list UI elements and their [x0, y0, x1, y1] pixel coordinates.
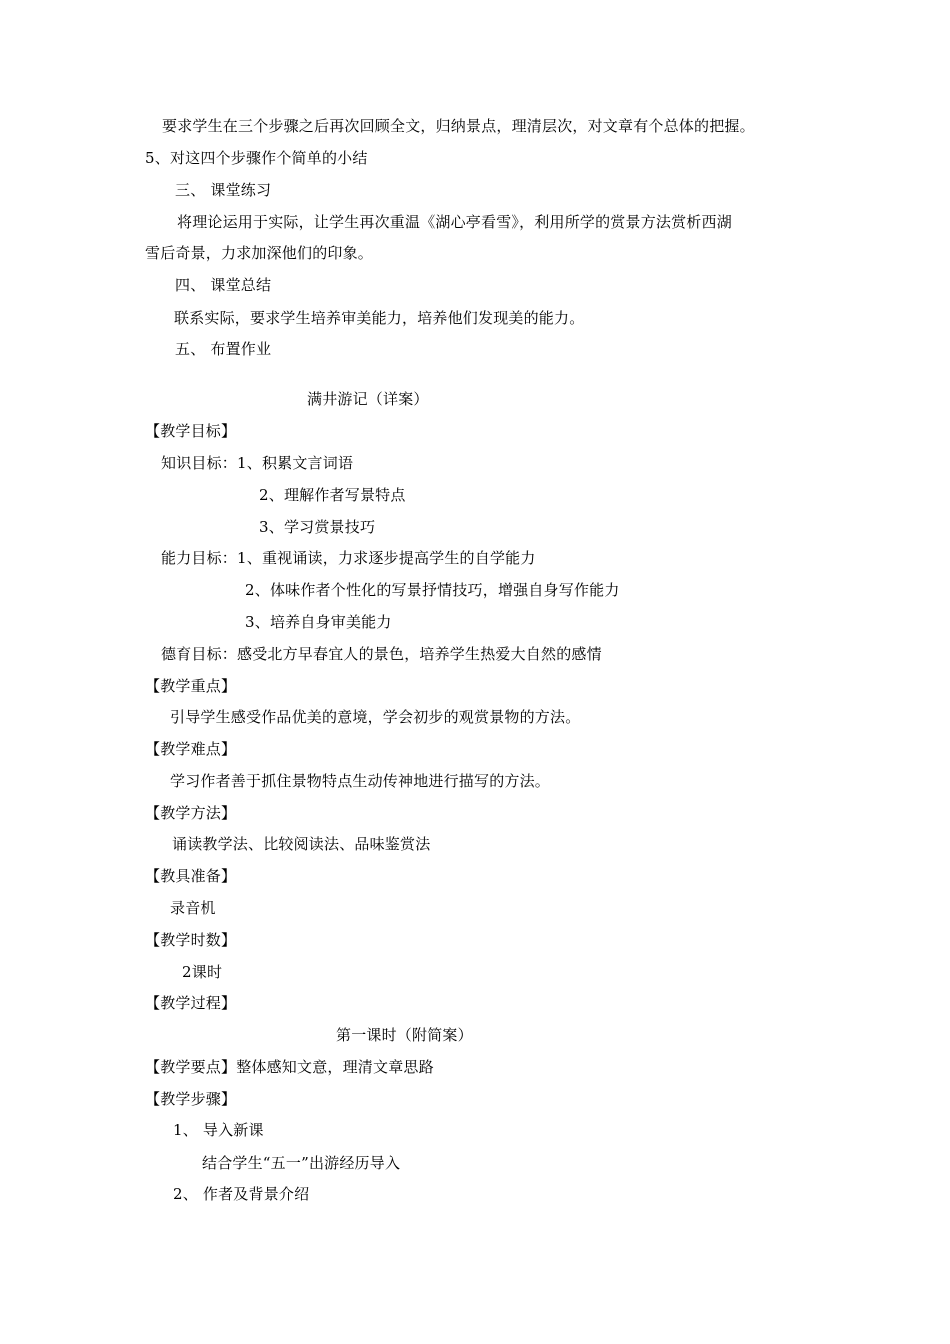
document-title: 满井游记（详案） — [307, 390, 429, 408]
text-line: 1、 导入新课 — [173, 1121, 264, 1139]
text-line: 5、对这四个步骤作个简单的小结 — [145, 149, 368, 167]
text-line: 2、 作者及背景介绍 — [173, 1185, 310, 1203]
bracket-heading: 【教学方法】 — [145, 804, 237, 822]
text-line: 能力目标：1、重视诵读，力求逐步提高学生的自学能力 — [161, 549, 536, 567]
text-line: 引导学生感受作品优美的意境，学会初步的观赏景物的方法。 — [170, 708, 581, 726]
text-line: 学习作者善于抓住景物特点生动传神地进行描写的方法。 — [170, 772, 551, 790]
section-heading: 四、 课堂总结 — [175, 276, 272, 294]
text-line: 2课时 — [182, 963, 223, 981]
text-line: 知识目标：1、积累文言词语 — [161, 454, 354, 472]
bracket-heading: 【教学时数】 — [145, 931, 237, 949]
bracket-heading: 【教学难点】 — [145, 740, 237, 758]
section-heading: 三、 课堂练习 — [175, 181, 272, 199]
text-line: 联系实际，要求学生培养审美能力，培养他们发现美的能力。 — [174, 309, 585, 327]
bracket-heading: 【教学重点】 — [145, 677, 237, 695]
bracket-heading: 【教学目标】 — [145, 422, 237, 440]
text-line: 将理论运用于实际，让学生再次重温《湖心亭看雪》，利用所学的赏景方法赏析西湖 — [177, 213, 732, 231]
subsection-title: 第一课时（附简案） — [336, 1026, 473, 1044]
text-line: 结合学生“五一”出游经历导入 — [202, 1154, 401, 1172]
text-line: 【教学要点】整体感知文意，理清文章思路 — [145, 1058, 434, 1076]
text-line: 2、理解作者写景特点 — [259, 486, 406, 504]
bracket-heading: 【教具准备】 — [145, 867, 237, 885]
text-line: 2、体味作者个性化的写景抒情技巧，增强自身写作能力 — [245, 581, 620, 599]
text-line: 3、培养自身审美能力 — [245, 613, 392, 631]
text-line: 3、学习赏景技巧 — [259, 518, 376, 536]
bracket-heading: 【教学步骤】 — [145, 1090, 237, 1108]
text-line: 雪后奇景，力求加深他们的印象。 — [145, 244, 374, 262]
bracket-heading: 【教学过程】 — [145, 994, 237, 1012]
text-line: 录音机 — [170, 899, 216, 917]
section-heading: 五、 布置作业 — [175, 340, 272, 358]
text-line: 德育目标：感受北方早春宜人的景色，培养学生热爱大自然的感情 — [161, 645, 602, 663]
text-line: 要求学生在三个步骤之后再次回顾全文，归纳景点，理清层次，对文章有个总体的把握。 — [162, 117, 755, 135]
text-line: 诵读教学法、比较阅读法、品味鉴赏法 — [172, 835, 431, 853]
